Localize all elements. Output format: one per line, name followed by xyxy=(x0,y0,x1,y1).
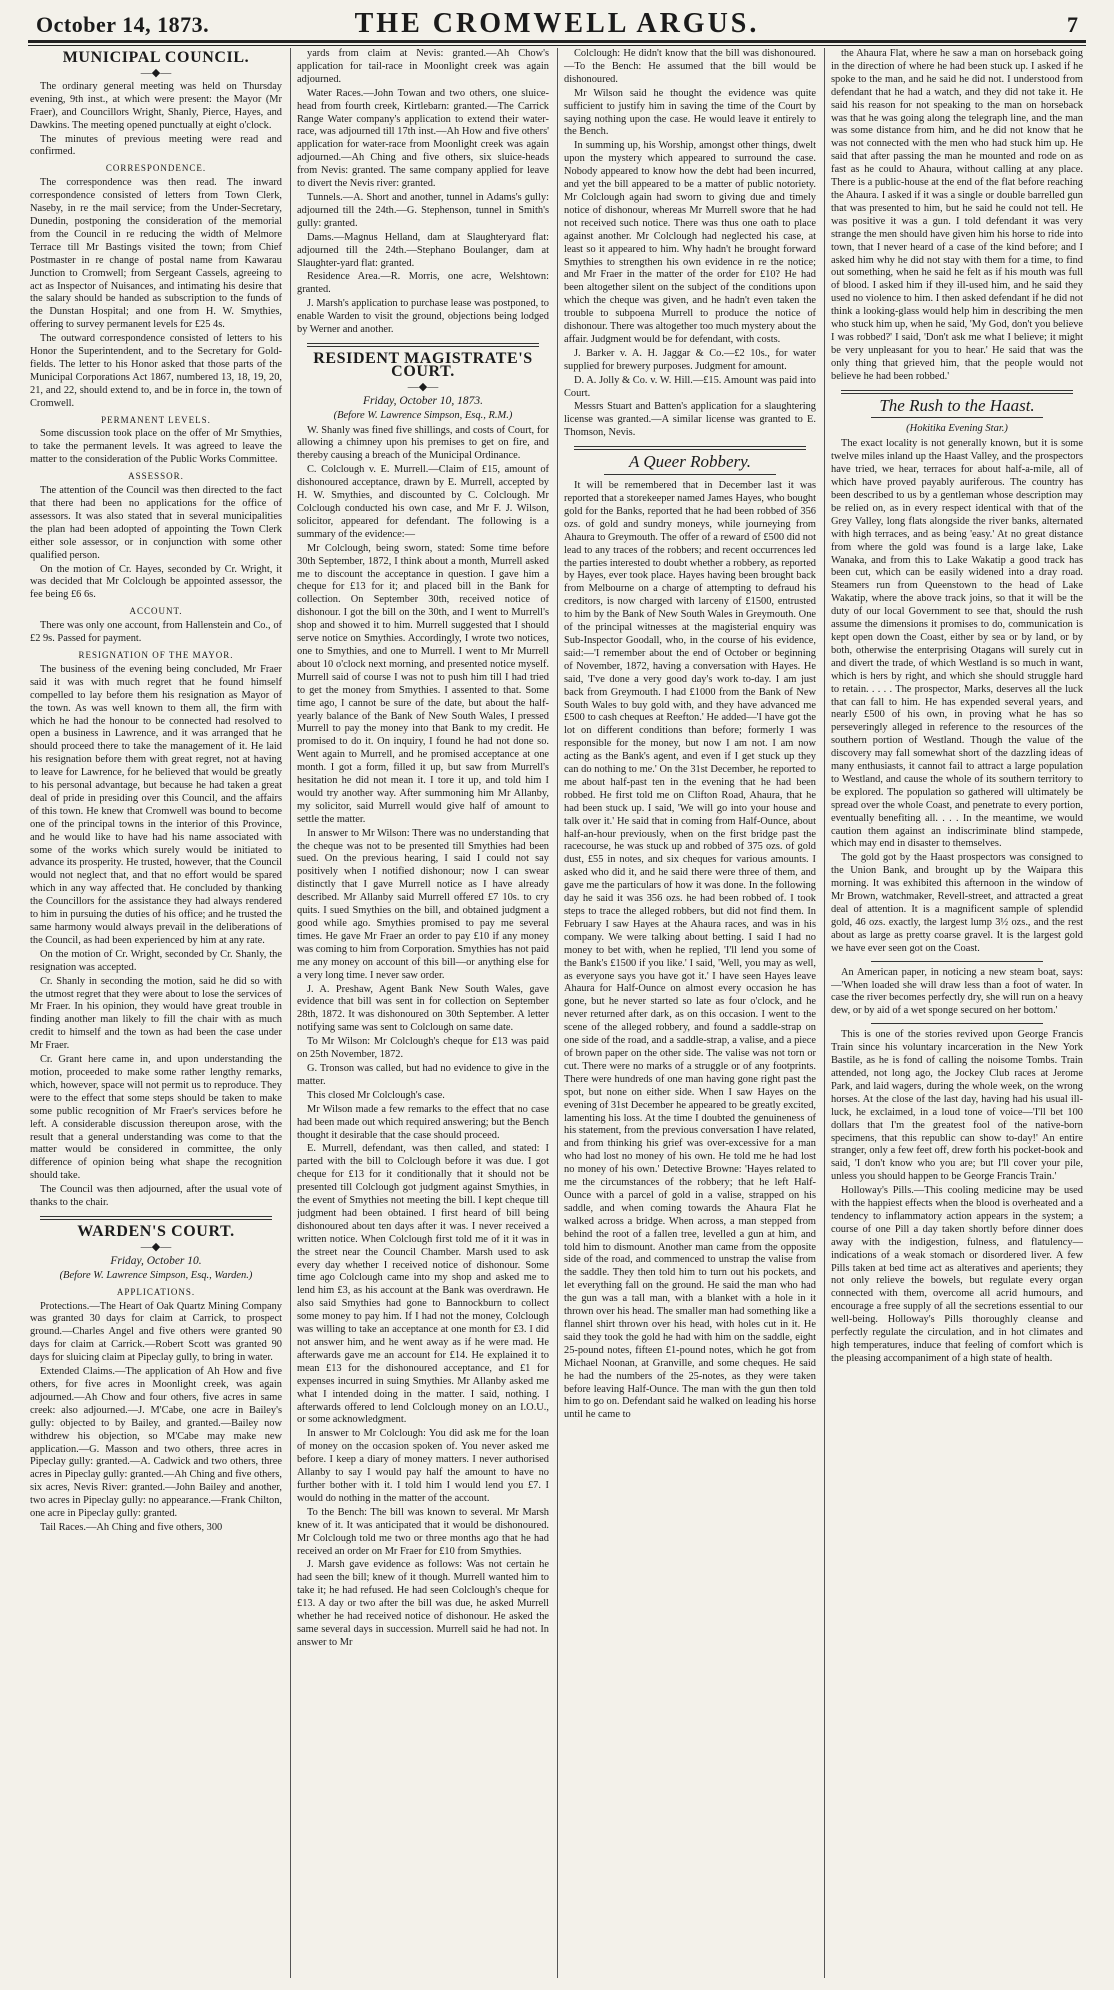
article-paragraph: E. Murrell, defendant, was then called, and stated: I parted with the bill to Colclough before it was due. I got cheque for £13 for it conditionally that it should not be presented till Colclough got judgment against Smythies, in the event of Smythies not meeting the bill. I kept cheque till judgment had been obtained. I first heard of bill being dishonoured about ten days after it was. I never received a written notice. When Colclough first told me of it it was in the street near the Council Chamber. Marsh used to ask every day whether I received notice of dishonour. Some time ago Colclough came into my shop and asked me to lend him £3, as his account at the Bank was overdrawn. He also said Smythies had gone to Bannockburn to collect some money to pay him. If I had not the money, Colclough was willing to take an acceptance at one month for £3. I did not answer him, and he went away as if he were mad. He afterwards gave me an account for £14. He explained it to mean £13 for the dishonoured acceptance, and £1 for expenses incurred in suing Smythies. Mr Allanby asked me what I intended doing in the matter. I said, nothing. I afterwards offered to lend Colclough money on an I.O.U., or some acknowledgment. xyxy=(297,1143,549,1426)
article-paragraph: The minutes of previous meeting were read and confirmed. xyxy=(30,133,282,158)
section-subhead: APPLICATIONS. xyxy=(116,1286,196,1297)
article-paragraph: Mr Wilson said he thought the evidence was quite sufficient to justify him in saving the time of the Court by saying nothing upon the case. He would leave it entirely to the Bench. xyxy=(564,87,816,138)
section-subhead: CORRESPONDENCE. xyxy=(105,163,207,174)
item-separator xyxy=(871,961,1043,962)
page-number: 7 xyxy=(1067,12,1078,37)
headline-rule xyxy=(871,417,1043,418)
newspaper-title: THE CROMWELL ARGUS. xyxy=(354,8,760,39)
section-subhead: ASSESSOR. xyxy=(128,471,184,482)
article-paragraph: This closed Mr Colclough's case. xyxy=(307,1089,445,1101)
haast-source: (Hokitika Evening Star.) xyxy=(906,423,1008,435)
warden-date: Friday, October 10. xyxy=(110,1254,202,1267)
article-paragraph: G. Tronson was called, but had no evidence to give in the matter. xyxy=(297,1062,549,1087)
masthead xyxy=(28,8,1086,42)
article-paragraph: D. A. Jolly & Co. v. W. Hill.—£15. Amount was paid into Court. xyxy=(564,374,816,399)
section-subhead: ACCOUNT. xyxy=(129,606,183,617)
masthead-rule-thin xyxy=(28,45,1086,46)
article-paragraph: J. Barker v. A. H. Jaggar & Co.—£2 10s., for water supplied for brewery purposes. Judgment for amount. xyxy=(564,347,816,372)
section-separator xyxy=(841,390,1073,394)
section-subhead: PERMANENT LEVELS. xyxy=(101,414,211,425)
ornament-divider: —◆— xyxy=(140,66,172,79)
article-paragraph: On the motion of Cr. Hayes, seconded by Cr. Wright, it was decided that Mr Colclough be appointed assessor, the fee being £6 6s. xyxy=(30,563,282,601)
column-divider xyxy=(824,48,825,1978)
article-paragraph: W. Shanly was fined five shillings, and costs of Court, for allowing a chimney upon his premises to get on fire, and thereby causing a breach of the Municipal Ordinance. xyxy=(297,424,549,462)
article-paragraph: Extended Claims.—The application of Ah How and five others, for five acres in Moonlight creek, was again adjourned.—Ah Chow and four others, five acres in same creek: also adjourned.—J. M'Cabe, one acre in Bailey's gully: objected to by Bailey, and granted.—Bailey now withdrew his objection, so M'Cabe may make new application.—G. Masson and two others, three acres in Pipeclay gully: granted.—A. Cadwick and two others, three acres in Pipeclay gully: granted.—Ah Ching and five others, six acres, Nevis River: granted.—John Bailey and another, two acres in Pipeclay gully: no appearance.—Frank Chilton, one acre in Pipeclay gully: granted. xyxy=(30,1366,282,1520)
article-paragraph: To the Bench: The bill was known to several. Mr Marsh knew of it. It was anticipated that it would be dishonoured. Mr Colclough told me two or three months ago that he had received an order on Mr Fraer for £10 from Smythies. xyxy=(297,1506,549,1557)
article-paragraph: On the motion of Cr. Wright, seconded by Cr. Shanly, the resignation was accepted. xyxy=(30,948,282,973)
section-separator xyxy=(307,343,539,347)
ornament-divider: —◆— xyxy=(407,380,439,393)
article-paragraph: J. Marsh's application to purchase lease was postponed, to enable Warden to visit the ground, objections being lodged by Werner and another. xyxy=(297,298,549,336)
article-paragraph: Water Races.—John Towan and two others, one sluice-head from fourth creek, Kirtlebarn: granted.—The Carrick Range Water company's application to extend their water-race, was adjourned till 17th inst.—Ah How and five others' application for water-race from Moonlight creek was again adjourned.—Ah Ching and five others, six sluice-heads from Nevis: granted. The same company applied for leave to divert the Nevis river: granted. xyxy=(297,87,549,190)
article-paragraph: The attention of the Council was then directed to the fact that there had been no applications for the office of assessors. It was also stated that in several municipalities the plan had been adopted of appointing the Town Clerk either sole assessor, or in conjunction with some other qualified person. xyxy=(30,485,282,561)
article-paragraph: Protections.—The Heart of Oak Quartz Mining Company was granted 30 days for claim at Carrick, to prospect ground.—Charles Angel and five others were granted 90 days for claim at Carrick.—Robert Scott was granted 90 days for sluicing claim at Pipeclay gully, to bring in water. xyxy=(30,1300,282,1364)
article-paragraph: Messrs Stuart and Batten's application for a slaughtering license was granted.—A similar license was granted to E. Thomson, Nevis. xyxy=(564,401,816,439)
column-4 xyxy=(831,48,1083,1978)
article-paragraph: yards from claim at Nevis: granted.—Ah Chow's application for tail-race in Moonlight creek was again adjourned. xyxy=(297,48,549,85)
article-paragraph: the Ahaura Flat, where he saw a man on horseback going in the direction of where he had been stuck up. I asked if he spoke to the man, and he said he did not. I understood from defendant that he had a watch, and they did not take it. He said his reason for not speaking to the man on horseback was that he was going along the telegraph line, and the man was some distance from him, and he did not know that he was not connected with the men who had stuck him up. He said that after passing the man he mounted and rode on as fast as he could to Ahaura, without calling at any place. There is a public-house at the end of the flat before reaching the Ahaura. I asked if it was a single or double barrelled gun that was presented to him, but he said he could not tell. He was positive it was a gun. I told defendant it was very strange the men should have given him his horse to ride into town, that I never heard of a case of the kind before; and I asked him why he did not stay with them for a time, to find out something, when he said he felt as if his mouth was full of blood. I asked him if they ill-used him, and he said they used no violence to him. I then asked defendant if he did not think a looking-glass would help him in describing the men who stuck him up, when he said, 'My God, don't you believe I was robbed?' I said, 'Don't ask me what I believe; it might be very unpleasant for you to hear.' He said that was the only thing that grieved him, that the people would not believe he had been robbed.' xyxy=(831,48,1083,382)
article-paragraph: The outward correspondence consisted of letters to his Honor the Superintendent, and to the Secretary for Gold-fields. The letter to his Honor asked that those parts of the Municipal Corporations Act 1867, numbered 13, 18, 19, 20, 21, and 22, should extend to, and be in force in, the town of Cromwell. xyxy=(30,333,282,409)
warden-court-headline: WARDEN'S COURT. xyxy=(77,1222,235,1240)
article-paragraph: The exact locality is not generally known, but it is some twelve miles inland up the Haast Valley, and the prospectors have tried, we hear, terraces for about half-a-mile, all of which have proved payably auriferous. The country has been described to us by a gentleman whose description may be relied on, as in every respect identical with that of the Grey Valley, long flats alongside the river banks, alternated with high terraces, and as being 'easy.' At no great distance from where the gold was found is a large lake, Lake Wanaka, and from this to Lake Wakatip a good track has been cut, which can be easily widened into a dray road. Steamers run from Queenstown to the head of Lake Wakatip, where the above track joins, so that it will be the duty of our local Government to see that, should the rush assume the dimensions it promises to do, communication is kept open down the Coast, either by sea or by land, or by both, otherwise the enterprising Otagans will surely cut in and divert the trade, of which Westland is so much in want, which is hers by right, and which she should struggle hard to retain. . . . . The prospector, Marks, deserves all the luck that can fall to him. He has expended several years, and nearly £500 of his own, in proving what he has so perseveringly alleged in reference to the resources of the southern portion of Westland. Though the value of the discovery may fall somewhat short of the dazzling ideas of many enthusiasts, it cannot fail to attract a large population to Westland, and cause the whole of its southern territory to be explored. The population so gathered will ultimately be spread over the whole Coast, and penetrate to every portion, eventually benefiting all. . . . In the meantime, we would caution them against an indiscriminate blind stampede, which may end in disaster to themselves. xyxy=(831,438,1083,850)
article-paragraph: The ordinary general meeting was held on Thursday evening, 9th inst., at which were present: the Mayor (Mr Fraer), and Councillors Wright, Shanly, Pierce, Hayes, and Dawkins. The meeting opened punctually at eight o'clock. xyxy=(30,80,282,131)
article-paragraph: In answer to Mr Wilson: There was no understanding that the cheque was not to be presented till Smythies had been sued. On the previous hearing, I said I could not say positively when I notified dishonour; now I can swear distinctly that I gave Murrell notice as I have already described. Mr Allanby said Murrell offered £7 10s. to cry quits. I sued Smythies on the bill, and obtained judgment a good while ago. Smythies promised to pay me several times. He gave Mr Fraer an order to pay £10 if any money was coming to him from Corporation. Smythies has not paid me any money on account of this bill—or anything else for a very long time. I never saw order. xyxy=(297,827,549,981)
masthead-rule xyxy=(28,40,1086,43)
rm-before: (Before W. Lawrence Simpson, Esq., R.M.) xyxy=(333,409,513,421)
article-paragraph: In answer to Mr Colclough: You did ask me for the loan of money on the occasion spoken of. You never asked me before. I keep a diary of money matters. I never authorised Allanby to say I would pay half the amount to have no further bother with it. I told him I would lend you £7. I would do nothing in the matter of the account. xyxy=(297,1428,549,1504)
article-paragraph: There was only one account, from Hallenstein and Co., of £2 9s. Passed for payment. xyxy=(30,620,282,645)
article-paragraph: Cr. Shanly in seconding the motion, said he did so with the utmost regret that they were about to lose the services of Mr Fraer. In his opinion, they would have great trouble in finding another man likely to fill the chair with as much credit to himself and the town as had been the case under Mr Fraer. xyxy=(30,975,282,1052)
robbery-headline: A Queer Robbery. xyxy=(629,452,751,472)
rm-date: Friday, October 10, 1873. xyxy=(362,394,484,407)
article-paragraph: Tail Races.—Ah Ching and five others, 300 xyxy=(40,1521,223,1533)
council-headline: MUNICIPAL COUNCIL. xyxy=(62,49,250,66)
item-separator xyxy=(871,1023,1043,1024)
article-paragraph: C. Colclough v. E. Murrell.—Claim of £15, amount of dishonoured acceptance, drawn by E. Murrell, accepted by H. W. Smythies, and discounted by C. Colclough. Mr Colclough conducted his own case, and Mr F. J. Wilson, solicitor, appeared for defendant. The following is a summary of the evidence:— xyxy=(297,464,549,540)
section-separator xyxy=(40,1216,272,1220)
article-paragraph: The gold got by the Haast prospectors was consigned to the Union Bank, and brought up by the Waipara this morning. It was exhibited this afternoon in the window of Mr Brown, watchmaker, Revell-street, and attracted a great deal of attention. It is a magnificent sample of splendid gold, 46 ozs. exactly, the largest lump 3½ ozs., and the rest about as large as pretty coarse gravel. It is the largest gold we have ever seen got on the Coast. xyxy=(831,852,1083,954)
article-paragraph: Holloway's Pills.—This cooling medicine may be used with the happiest effects when the blood is overheated and a tendency to inflammatory action appears in the system; a course of one Pill a day taken shortly before dinner does away with the indigestion, fulness, and flatulency—indications of a weak stomach or disordered liver. A few Pills taken at bed time act as alteratives and aperients; they not only relieve the bowels, but regulate every organ connected with them, overcome all acrid humours, and encourage a free supply of all the secretions essential to our well-being. Holloway's Pills thoroughly cleanse and perfectly regulate the circulation, and in hot climates and high temperatures, induce that feeling of comfort which is the pleasing accompaniment of a high state of health. xyxy=(831,1185,1083,1364)
rm-court-headline: RESIDENT MAGISTRATE'S COURT. xyxy=(313,349,533,380)
section-separator xyxy=(574,446,806,450)
column-divider xyxy=(557,48,558,1978)
headline-rule xyxy=(604,474,776,475)
article-paragraph: Colclough: He didn't know that the bill was dishonoured.—To the Bench: He assumed that the bill would be dishonoured. xyxy=(564,48,816,85)
issue-date: October 14, 1873. xyxy=(36,12,210,37)
column-2 xyxy=(297,48,549,1978)
article-paragraph: J. A. Preshaw, Agent Bank New South Wales, gave evidence that bill was sent in for collection on September 28th, 1872. It was dishonoured on 30th September. A letter notifying same was sent to Colclough on same date. xyxy=(297,983,549,1034)
article-paragraph: Mr Colclough, being sworn, stated: Some time before 30th September, 1872, I think about a month, Murrell asked me to discount the acceptance in question. I gave him a cheque for £13 for it; and placed bill in the Bank for collection. On September 30th, received notice of dishonour. I got the bill on the 30th, and I went to Murrell's shop and showed it to him. Murrell suggested that I should serve notice on Smythies. Accordingly, I wrote two notices, one to Smythies, and one to Murrell. I went to Mr Murrell about 10 o'clock next morning, and presented notice myself. Murrell said of course I was not to push him till I had tried to get the money from Smythies. I assented to that. Some time ago, I cannot be sure of the date, but about the half-yearly balance of the Bank of New South Wales, I pressed Murrell to pay the money into that Bank to my credit. He promised to do it. On inquiry, I found he had not done so. Went again to Murrell, and he promised acceptance at one month. I got a form, filled it up, but saw from Murrell's hesitation he did not mean it. I tore it up, and told him I would try another way. After summoning him Mr Allanby, my solicitor, said Murrell would give half of amount to settle the matter. xyxy=(297,542,549,825)
section-subhead: RESIGNATION OF THE MAYOR. xyxy=(78,649,234,660)
article-paragraph: Dams.—Magnus Helland, dam at Slaughteryard flat: adjourned till the 24th.—Stephano Boulanger, dam at Slaughter-yard flat: granted. xyxy=(297,231,549,269)
article-paragraph: J. Marsh gave evidence as follows: Was not certain he had seen the bill; knew of it though. Murrell wanted him to take it; he had refused. He had seen Colclough's cheque for £13. A day or two after the bill was due, he asked Murrell whether he had received notice of dishonour. He asked the same several days in succession. Murrell said he had not. In answer to Mr xyxy=(297,1559,549,1648)
article-paragraph: The Council was then adjourned, after the usual vote of thanks to the chair. xyxy=(30,1184,282,1209)
ornament-divider: —◆— xyxy=(140,1240,172,1253)
article-paragraph: Mr Wilson made a few remarks to the effect that no case had been made out which required answering; but the Bench thought it desirable that the case should proceed. xyxy=(297,1103,549,1141)
article-paragraph: To Mr Wilson: Mr Colclough's cheque for £13 was paid on 25th November, 1872. xyxy=(297,1036,549,1061)
column-1 xyxy=(30,48,282,1978)
column-3 xyxy=(564,48,816,1978)
article-paragraph: Tunnels.—A. Short and another, tunnel in Adams's gully: adjourned till the 24th.—G. Stephenson, tunnel in Smith's gully: granted. xyxy=(297,191,549,229)
article-paragraph: It will be remembered that in December last it was reported that a storekeeper named James Hayes, who bought gold for the Banks, reported that he had been robbed of 356 ozs. of gold and sundry moneys, while journeying from Ahaura to Greymouth. The offer of a reward of £500 did not lead to any traces of the robbers; and recent occurrences led the parties interested to doubt whether a robbery, as reported by Hayes, ever took place. Hayes having been brought back from Melbourne on a charge of attempting to defraud his creditors, is now charged with larceny of £1500, entrusted to him by the Bank of New South Wales in Greymouth. One of the principal witnesses at the magisterial enquiry was Sub-Inspector Goodall, who, in the course of his evidence, said:—'I remember about the end of October or beginning of November, 1872, having a conversation with Hayes. He said, 'I've done a very good day's work to-day. I am just back from Greymouth. I had £1000 from the Bank of New South Wales to buy gold with, and they have advanced me £500 to cash cheques at Reefton.' He added—'I have got the lot on different conditions than before; formerly I was responsible for the money, but now I am not. I am now acting as the Bank's agent, and even if I get stuck up they can do nothing to me.' On the 31st December, he reported to me about half-past ten in the evening that he had been robbed. He first told me on Clifton Road, Ahaura, that he had been stuck up. I said, 'We will go into your house and talk over it.' He said that in coming from Half-Ounce, about half-an-hour previously, when on the first bridge past the racecourse, he was stuck up and robbed of 375 ozs. of gold dust, £55 in notes, and six cheques for various amounts. I asked who did it, and he said there were three of them, and gave me the particulars of how it was done. In the following day he said it was 356 ozs. he had been robbed of. I took steps to trace the alleged robbers, but did not find them. In February I saw Hayes at the Ahaura races, and was in his company. We were talking about betting. I said I had no money to bet with, when he replied, 'I'll lend you some of the Bank's £1500 if you like.' I said, 'Well, you may as well, as everyone says you have got it.' I have seen Hayes leave Ahaura for Half-Ounce on almost every occasion he has gone, but he never started so late as four o'clock, and he never returned after dark, as on this occasion. I went to the scene of the alleged robbery, and found a saddle-strap on one side of the road, and a saddle-strap, a valise, and a piece of brown paper on the other side. The valise was not torn or cut. There were no marks of a struggle or of any footprints. There were hundreds of one man having gone right past the spot, but none on either side. When I saw Hayes on the evening of 31st December he appeared to be greatly excited, lamenting his loss. At the time I doubted the genuineness of his statement, from the previous conversation I have related, and from thinking his grief was over-excessive for a man who had lost no money of his own. He told me he had lost no money of his own.' Detective Browne: 'Hayes related to me the circumstances of the robbery; that he left Half-Ounce with a parcel of gold in a valise, strapped on his saddle, and when coming towards the Ahaura Flat he walked across a bridge. When across, a man stepped from behind the root of a fallen tree, levelled a gun at him, and told him to dismount. Another man came from the opposite side of the road, and commenced to unstrap the valise from the saddle. They then told him to turn out his pockets, and let everything fall on the ground. He said the man who had the gun was a tall man, with a blanket with a hole in it thrown over his head. The smaller man had something like a flannel shirt thrown over his head, with holes cut in it. He said they took the gold he had with him on the saddle, eight 25-pound notes, fifteen £1-pound notes, which he got from Michael Noonan, at Granville, and some cheques. He said he had the numbers of the 25-notes, as they were taken before leaving Half-Ounce. The man with the gun then told him to go on. Defendant said he walked on leading his horse until he came to xyxy=(564,480,816,1421)
article-paragraph: This is one of the stories revived upon George Francis Train since his voluntary incarceration in the New York Bastile, as he is fond of calling the noisome Tombs. Train attended, not long ago, the Jockey Club races at Jerome Park, and laid wagers, during the whole week, on the wrong horses. At the close of the last day, having had his usual ill-luck, he exclaimed, in a loud tone of voice—'I'll bet 100 dollars that I'm the greatest fool of the native-born specimens, that this republic can show to-day!' An entire stranger, only a few feet off, drew forth his pocket-book and said, 'I don't know who you are; but I'll cover your pile, unless you should happen to be George Francis Train.' xyxy=(831,1029,1083,1183)
article-paragraph: Residence Area.—R. Morris, one acre, Welshtown: granted. xyxy=(297,271,549,296)
article-paragraph: An American paper, in noticing a new steam boat, says:—'When loaded she will draw less than a foot of water. In case the river becomes perfectly dry, she will run on a heavy dew, or by aid of a wet sponge secured on her bottom.' xyxy=(831,966,1083,1017)
article-paragraph: The business of the evening being concluded, Mr Fraer said it was with much regret that he found himself compelled to lay before them his resignation as Mayor of the town. As was well known to them all, the firm with which he had the honour to be connected had resolved to open a business in Lawrence, and it was arranged that he should proceed there to take the management of it. He laid his resignation before them with great regret, not at having to leave for Lawrence, for he believed that would be greatly to his personal advantage, but because he had taken a great deal of pride in presiding over this Council, and the affairs of this town. He knew that Cromwell was bound to become one of the principal towns in the interior of this Province, and he would like to have had his name associated with some of the works which surely would be initiated to advance its prosperity. He trusted, however, that the Council would not neglect that, and that no effort would be spared which in any way affected that. He concluded by thanking the Councillors for the assistance they had always rendered to him in pursuing the duties of his office; and he trusted the same harmony would always prevail in the deliberations of the Council, as had been experienced by him at any rate. xyxy=(30,663,282,946)
article-paragraph: Some discussion took place on the offer of Mr Smythies, to take the permanent levels. It was agreed to leave the matter to the consideration of the Public Works Committee. xyxy=(30,428,282,466)
article-paragraph: Cr. Grant here came in, and upon understanding the motion, proceeded to make some rather lengthy remarks, which, however, space will not permit us to reproduce. They were to the effect that some steps should be taken to make some public recognition of Mr Fraer's services before he left. A considerable discussion thereupon arose, with the result that a general understanding was come to that the matter would be considered in committee, the only difference of opinion being what shape the recognition should take. xyxy=(30,1054,282,1182)
article-paragraph: In summing up, his Worship, amongst other things, dwelt upon the mystery which appeared to surround the case. Nobody appeared to know how the debt had been incurred, and yet the bill appeared to be a matter of public notoriety. Mr Colclough again had sworn to giving due and timely notice of dishonour, whereas Mr Murrell swore that he had not received such notice. There was thus one oath to place against another. Mr Colclough had neglected his case, at least so it appeared to him. Why hadn't he brought forward Smythies to strengthen his own evidence in re the notice; and Mr Fraer in the matter of the order for £10? He had been altogether silent on the subject of the conditions upon which the cheque was given, and he hadn't even taken the trouble to subpoena Murrell to produce the notice of dishonour. There was altogether too much mystery about the affair. Judgment would be for defendant, with costs. xyxy=(564,140,816,345)
haast-headline: The Rush to the Haast. xyxy=(879,395,1035,415)
column-divider xyxy=(290,48,291,1978)
warden-before: (Before W. Lawrence Simpson, Esq., Warden.) xyxy=(59,1269,253,1281)
article-paragraph: The correspondence was then read. The inward correspondence consisted of letters from Town Clerk, Naseby, in re the mail service; from the Under-Secretary, Dunedin, postponing the consideration of the memorial from the Council in re reducing the width of Melmore Terrace till Mr Bastings visited the town; from Chief Postmaster in re change of postal name from Kawarau Junction to Cromwell; from Sergeant Cassels, agreeing to act as Inspector of Nuisances, and intimating his desire that the salary should be handed as subscription to the funds of the Dunstan Hospital; and one from H. W. Smythies, offering to survey permanent levels for £25 4s. xyxy=(30,177,282,331)
